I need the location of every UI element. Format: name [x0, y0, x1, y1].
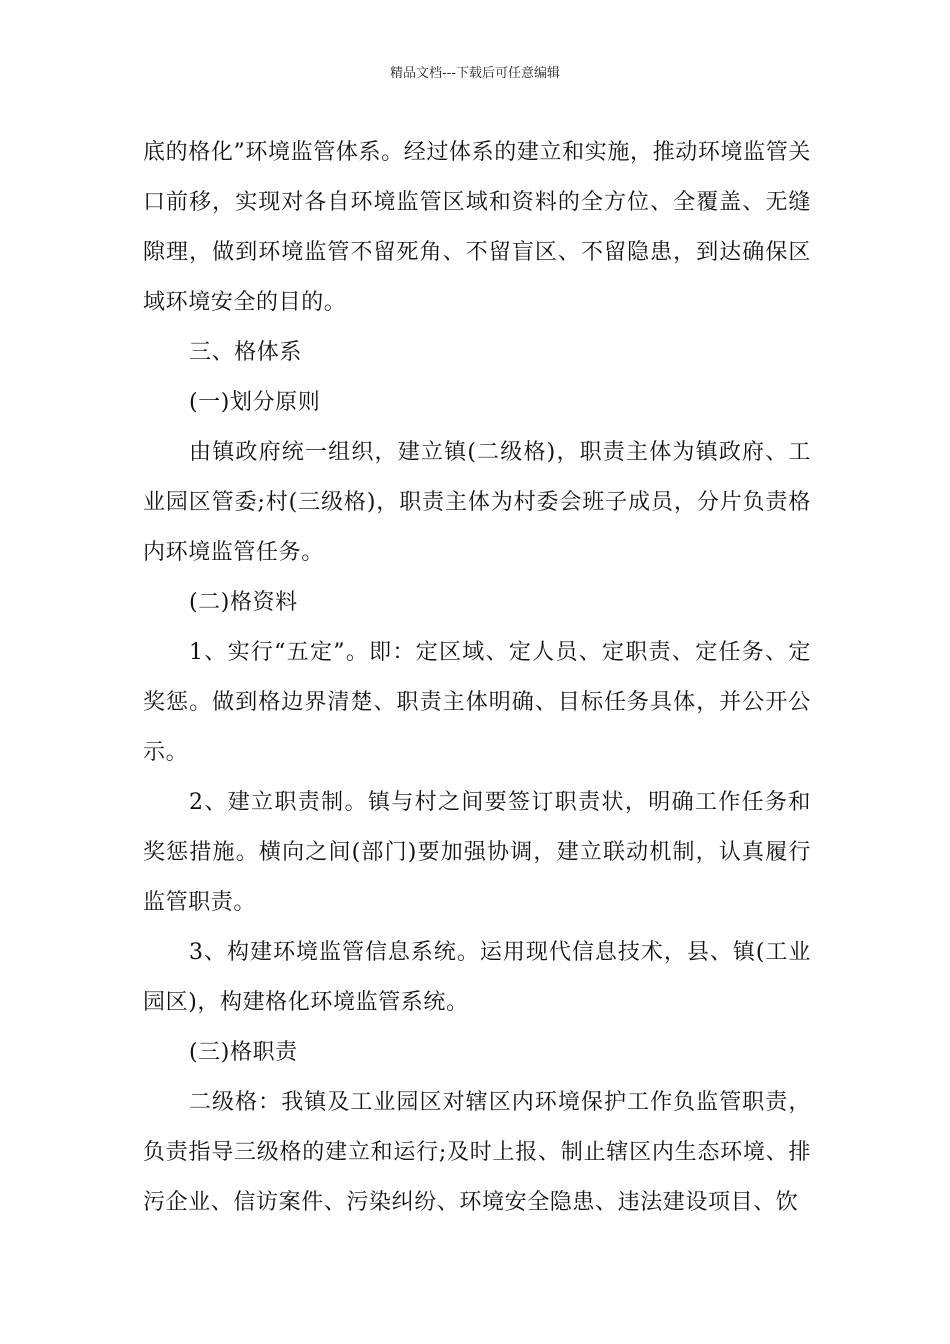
list-item-3: 3、构建环境监管信息系统。运用现代信息技术，县、镇(工业园区)，构建格化环境监管系统。 — [143, 940, 811, 1015]
body-paragraph-1: 底的格化”环境监管体系。经过体系的建立和实施，推动环境监管关口前移，实现对各自环境监管区域和资料的全方位、全覆盖、无缝隙理，做到环境监管不留死角、不留盲区、不留隐患，到达确保区域环境安全的目的。 — [143, 140, 811, 315]
body-paragraph-3: 二级格：我镇及工业园区对辖区内环境保护工作负监管职责，负责指导三级格的建立和运行;及时上报、制止辖区内生态环境、排污企业、信访案件、污染纠纷、环境安全隐患、违法建设项目、饮 — [143, 1090, 811, 1215]
subheading-grid-materials: (二)格资料 — [189, 590, 298, 615]
body-paragraph-2: 由镇政府统一组织，建立镇(二级格)，职责主体为镇政府、工业园区管委;村(三级格)，职责主体为村委会班子成员，分片负责格内环境监管任务。 — [143, 440, 811, 565]
subheading-grid-duties: (三)格职责 — [189, 1040, 298, 1065]
page-header: 精品文档---下载后可任意编辑 — [389, 66, 561, 81]
list-item-1: 1、实行“五定”。即：定区域、定人员、定职责、定任务、定奖惩。做到格边界清楚、职责主体明确、目标任务具体，并公开公示。 — [143, 640, 811, 765]
document-body — [143, 128, 811, 1228]
section-heading-three: 三、格体系 — [189, 340, 303, 365]
list-item-2: 2、建立职责制。镇与村之间要签订职责状，明确工作任务和奖惩措施。横向之间(部门)要加强协调，建立联动机制，认真履行监管职责。 — [143, 790, 811, 915]
subheading-division-principles: (一)划分原则 — [189, 390, 321, 415]
